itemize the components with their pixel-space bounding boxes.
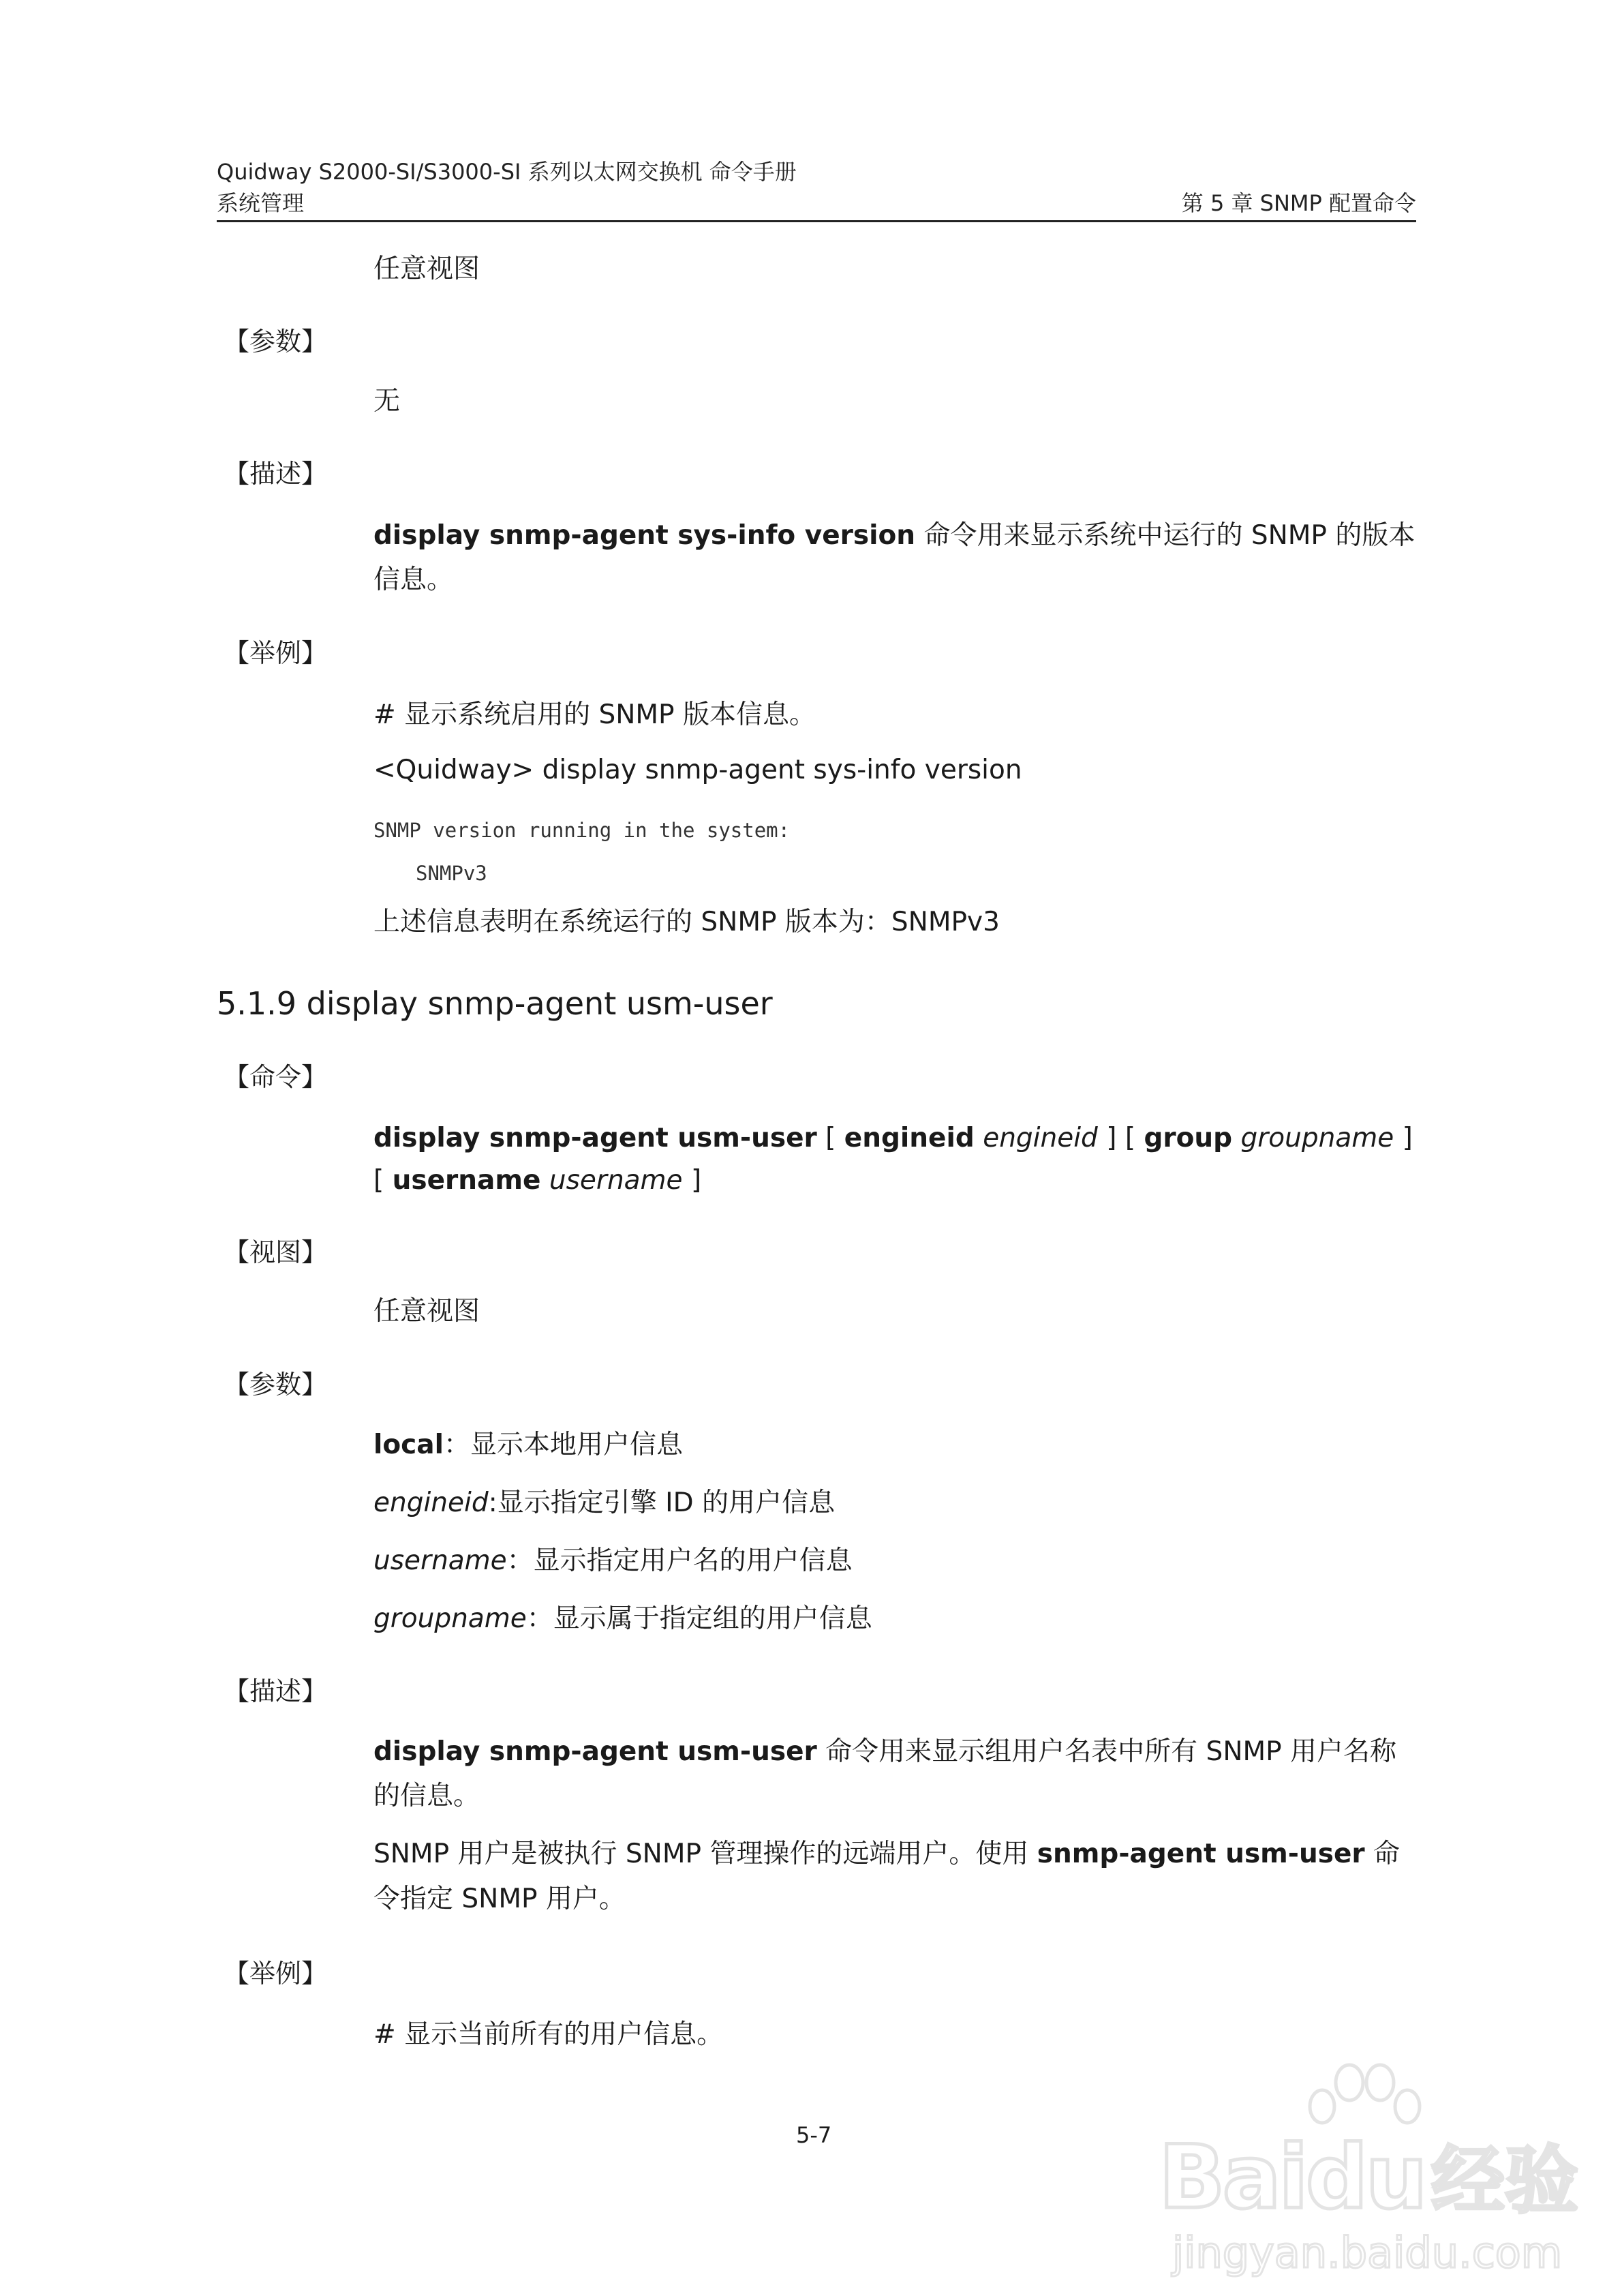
param-local: local：显示本地用户信息	[373, 1430, 683, 1460]
section-heading: 5.1.9 display snmp-agent usm-user	[217, 985, 773, 1022]
output-line-1: SNMP version running in the system:	[373, 819, 791, 842]
view-value: 任意视图	[373, 254, 480, 284]
param-groupname: groupname：显示属于指定组的用户信息	[373, 1603, 872, 1634]
command-label: 【命令】	[224, 1062, 328, 1092]
watermark-brand: Baidu	[1159, 2127, 1425, 2229]
desc-label: 【描述】	[224, 459, 328, 489]
desc3-line-2: 令指定 SNMP 用户。	[373, 1884, 626, 1914]
params-label: 【参数】	[224, 327, 328, 357]
example-label: 【举例】	[224, 638, 328, 668]
desc-line-2: 信息。	[373, 564, 454, 595]
desc3-line-1: SNMP 用户是被执行 SNMP 管理操作的远端用户。使用 snmp-agent usm-user 命	[373, 1839, 1401, 1869]
example-prompt: <Quidway> display snmp-agent sys-info version	[373, 755, 1022, 785]
page-number: 5-7	[796, 2122, 832, 2148]
example-label-2: 【举例】	[224, 1959, 328, 1989]
param-engineid: engineid:显示指定引擎 ID 的用户信息	[373, 1487, 836, 1518]
desc2-line-2: 的信息。	[373, 1781, 480, 1811]
header-rule	[217, 220, 1416, 222]
example-comment-2: # 显示当前所有的用户信息。	[373, 2019, 724, 2050]
params-value: 无	[373, 386, 401, 417]
desc-command: display snmp-agent sys-info version	[373, 520, 916, 551]
syntax-line-2: [ username username ]	[373, 1165, 702, 1196]
params-label-2: 【参数】	[224, 1370, 328, 1400]
example-conclusion: 上述信息表明在系统运行的 SNMP 版本为：SNMPv3	[373, 907, 1000, 937]
header-section: 系统管理	[217, 190, 305, 216]
example-comment: # 显示系统启用的 SNMP 版本信息。	[373, 699, 816, 730]
param-username: username：显示指定用户名的用户信息	[373, 1545, 853, 1576]
output-line-2: SNMPv3	[416, 862, 487, 885]
header-chapter: 第 5 章 SNMP 配置命令	[1181, 190, 1416, 216]
watermark-url: jingyan.baidu.com	[1172, 2228, 1563, 2278]
watermark-cn: 经验	[1431, 2139, 1579, 2224]
desc2-line-1: display snmp-agent usm-user 命令用来显示组用户名表中所有 SNMP 用户名称	[373, 1736, 1397, 1767]
baidu-watermark	[1159, 2059, 1581, 2277]
desc-line-1: display snmp-agent sys-info version 命令用来显示系统中运行的 SNMP 的版本	[373, 520, 1416, 551]
view-value-2: 任意视图	[373, 1296, 480, 1327]
view-label: 【视图】	[224, 1237, 328, 1267]
desc-label-2: 【描述】	[224, 1676, 328, 1706]
header-title: Quidway S2000-SI/S3000-SI 系列以太网交换机 命令手册	[217, 159, 797, 185]
syntax-line-1: display snmp-agent usm-user [ engineid engineid ] [ group groupname ]	[373, 1123, 1413, 1153]
